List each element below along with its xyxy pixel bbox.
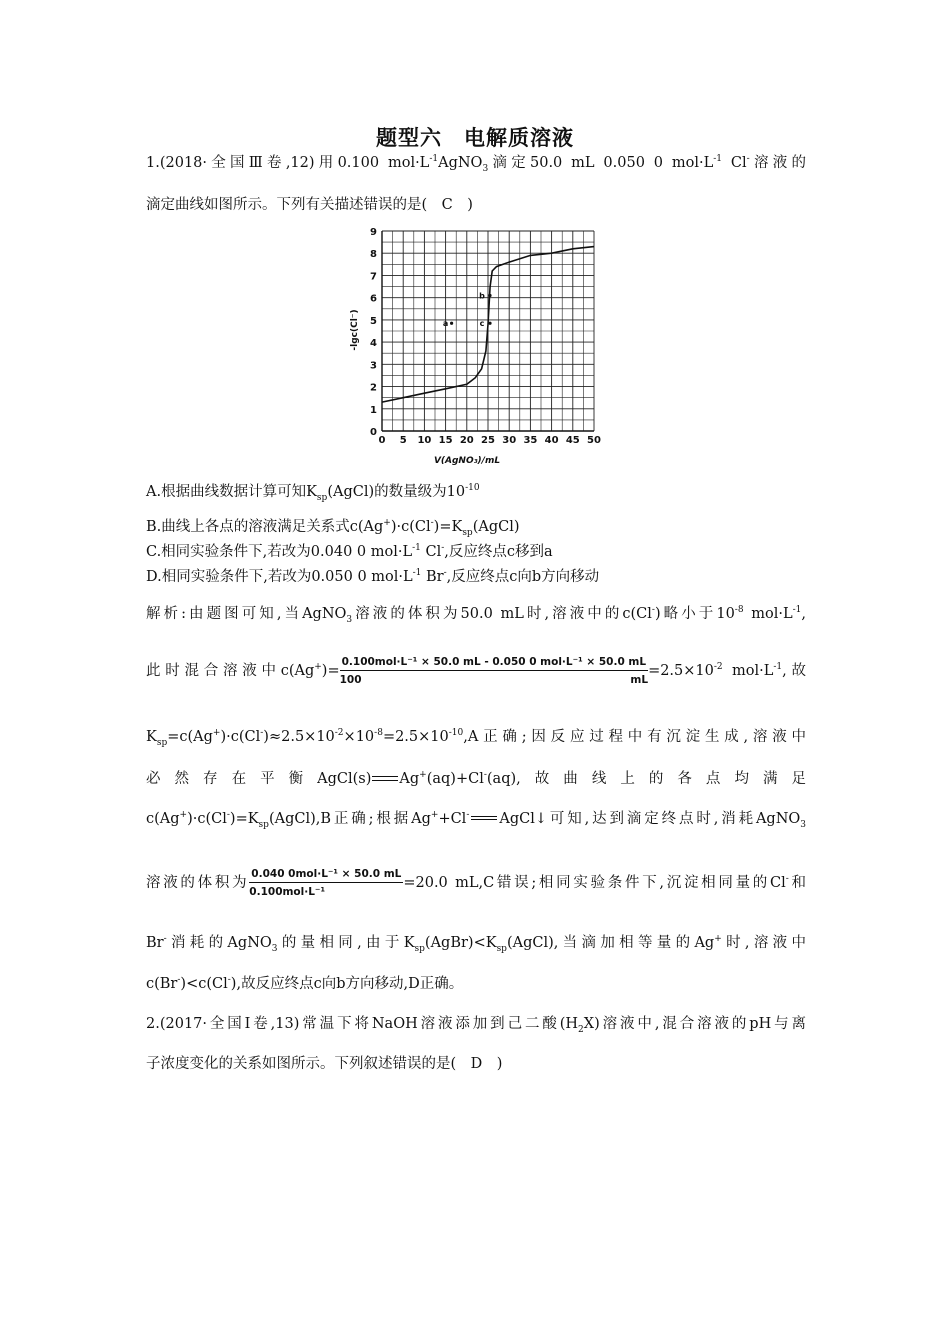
x-axis-label: V(AgNO₃)/mL <box>433 456 501 466</box>
point-c-label: c <box>479 319 485 329</box>
q2-stem-line1: 2.(2017·全国Ⅰ卷,13)常温下将NaOH溶液添加到己二酸$(H_2X)$溶液中,混合溶液的pH与离 <box>146 1016 806 1035</box>
page-title: 题型六 电解质溶液 <box>376 126 574 150</box>
x-tick-label: 35 <box>523 435 538 446</box>
x-tick-label: 40 <box>544 435 559 446</box>
y-tick-label: 1 <box>370 404 377 416</box>
chart-ticks <box>370 227 601 446</box>
x-tick-label: 50 <box>587 435 601 446</box>
point-a-marker <box>450 322 453 325</box>
analysis-line5: $c(Ag^+)\cdot c(Cl^-)=K_{sp}(AgCl),B$正确;根据Ag++Cl- AgCl↓可知,达到滴定终点时,消耗AgNO$_3$ <box>146 810 807 830</box>
q2-stem-line2: 子浓度变化的关系如图所示。下列叙述错误的是( D ) <box>146 1056 503 1072</box>
y-tick-label: 6 <box>370 293 377 305</box>
q1-option-b: B.曲线上各点的溶液满足关系式$c(Ag^+)\cdot c(Cl^-)=K_{sp}(AgCl)$ <box>146 518 520 538</box>
titration-chart <box>344 222 604 466</box>
q1-stem-line2: 滴定曲线如图所示。下列有关描述错误的是( C ) <box>146 197 473 213</box>
y-tick-label: 7 <box>370 271 377 283</box>
x-tick-label: 10 <box>417 435 432 446</box>
y-tick-label: 0 <box>370 427 377 438</box>
q1-option-d: D.相同实验条件下,若改为0.050 0 $mol\cdot L^{-1}$ Br-,反应终点c向b方向移动 <box>146 568 600 585</box>
reaction-equals-sign <box>471 816 497 822</box>
analysis-line3: $K_{sp}=c(Ag^+)\cdot c(Cl^-)\approx 2.5\times 10^{-2}\times 10^{-8}=2.5\times 10^{-10},A$正确;因反应过程中有沉淀生成,溶液中 <box>146 728 806 748</box>
q1-option-a: A.根据曲线数据计算可知$K_{sp}(AgCl)$的数量级为$10^{-10}$ <box>146 483 480 503</box>
equilibrium-arrow <box>372 775 398 783</box>
y-tick-label: 9 <box>370 227 377 238</box>
analysis-line8: c(Br-)<c(Cl-),故反应终点c向b方向移动,D正确。 <box>146 975 464 992</box>
x-tick-label: 15 <box>438 435 453 446</box>
y-tick-label: 5 <box>370 315 377 327</box>
y-tick-label: 3 <box>370 360 377 372</box>
analysis-line7: Br-消耗的AgNO$_3$的量相同,由于$K_{sp}(AgBr)<K_{sp}(AgCl)$,当滴加相等量的Ag+时,溶液中 <box>146 934 806 954</box>
x-tick-label: 25 <box>481 435 495 446</box>
x-tick-label: 30 <box>502 435 517 446</box>
analysis-line6: 溶液的体积为 $\frac{\text{0.040 0mol·L⁻¹ × 50.0 mL}}{\text{0.100mol·L⁻¹}}$ =20.0 mL,C错误;相同实验条件下,沉淀相同量的Cl-和 <box>146 868 807 898</box>
y-tick-label: 4 <box>370 338 377 350</box>
x-tick-label: 45 <box>565 435 580 446</box>
q1-option-c: C.相同实验条件下,若改为0.040 0 $mol\cdot L^{-1}$ Cl-,反应终点c移到a <box>146 543 553 560</box>
analysis-line2: 此时混合溶液中c(Ag+)= $\frac{\text{0.100mol·L⁻¹ × 50.0 mL - 0.050 0 mol·L⁻¹ × 50.0 mL}}{100 mL}$ $=2.5\times 10^{-2}$ $mol\cdot L^{-1}$,故 <box>146 656 807 686</box>
fraction-ag-concentration: $\frac{\text{0.100mol·L⁻¹ × 50.0 mL - 0.050 0 mol·L⁻¹ × 50.0 mL}}{100 mL}$ <box>339 656 649 686</box>
q1-stem-line1: 1.(2018·全国Ⅲ卷,12)用0.100 $mol\cdot L^{-1}AgNO_3$滴定50.0 mL 0.050 0 $mol\cdot L^{-1}$ Cl-溶液的 <box>146 154 806 174</box>
analysis-line1: 解析:由题图可知,当AgNO$_3$溶液的体积为50.0 mL时,溶液中的c(Cl-)略小于$10^{-8}$ $mol\cdot L^{-1}$, <box>146 605 806 625</box>
x-tick-label: 20 <box>459 435 474 446</box>
point-a-label: a <box>442 319 449 329</box>
point-b-marker <box>488 294 491 297</box>
point-c-marker <box>488 322 491 325</box>
x-tick-label: 0 <box>378 435 386 446</box>
point-b-label: b <box>479 291 485 301</box>
analysis-line4: 必然存在平衡AgCl(s) Ag+(aq)+Cl-(aq),故曲线上的各点均满足 <box>146 770 806 787</box>
y-tick-label: 8 <box>370 249 377 261</box>
y-tick-label: 2 <box>370 382 377 394</box>
y-axis-label: -lgc(Cl⁻) <box>350 309 360 351</box>
x-tick-label: 5 <box>399 435 407 446</box>
fraction-volume: $\frac{\text{0.040 0mol·L⁻¹ × 50.0 mL}}{\text{0.100mol·L⁻¹}}$ <box>249 868 402 898</box>
